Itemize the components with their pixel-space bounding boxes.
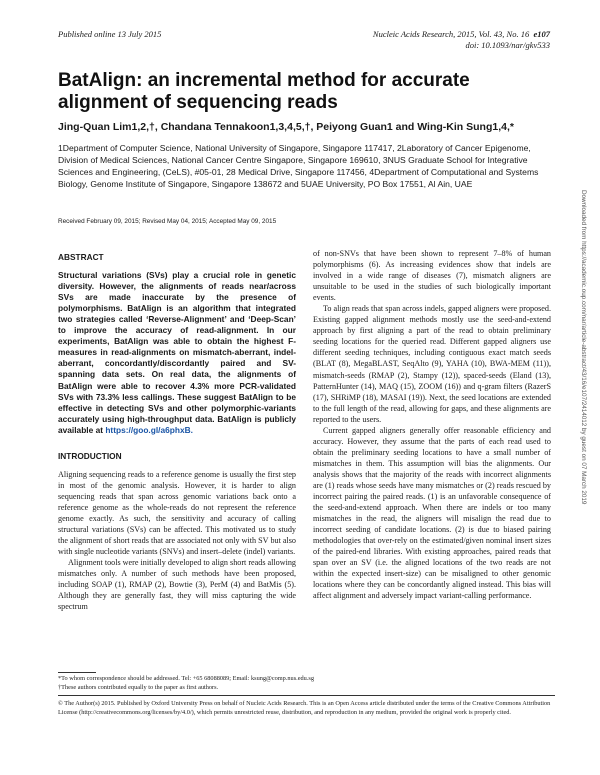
article-title: BatAlign: an incremental method for accurate alignment of sequencing reads [58, 70, 470, 113]
journal-citation: Nucleic Acids Research, 2015, Vol. 43, No. 16 [372, 29, 530, 39]
published-date: Published online 13 July 2015 [58, 29, 162, 39]
right-column [313, 248, 551, 602]
copyright-divider [58, 695, 555, 696]
author-list: Jing-Quan Lim1,2,†, Chandana Tennakoon1,3,4,5,†, Peiyong Guan1 and Wing-Kin Sung1,4,* [58, 121, 514, 133]
right-paragraph-1: of non-SNVs that have been shown to represent 7–8% of human polymorphisms (6). As increasing evidences show that indels are involved in a wide range of diseases (7), mismatch aligners are unsuitable to be used in the studies of such biologically important events. [313, 249, 551, 303]
right-paragraph-3: Current gapped aligners generally offer reasonable efficiency and accuracy. However, they assume that the parts of each read used to obtain the preliminary seeding locations to have a small number of mismatches in them. This assumption will bias the alignments. Our analysis shows that the majority of the reads with incorrect alignments are (1) reads whose seeds have many mismatches or (2) reads rescued by incorrect pairing the paired reads. (1) is an unfavorable consequence of the seed-and-extend approach. When there are indels or too many mismatches in the read, the aligners will misalign the read due to incorrect seeding of candidate locations. (2) is due to biased pairing methodologies that over-rely on the estimated/given nominal insert sizes of the paired-end libraries. With existing approaches, paired reads that span over an SV (i.e. the aligned locations of the two reads are not within the expected insert-size) can be misaligned to other genomic locations where they can be concordantly aligned instead. This bias will affect alignment and adversely impact variant-calling performance. [313, 425, 551, 601]
article-id: e107 [533, 29, 550, 39]
abstract-url-link[interactable]: https://goo.gl/a6phxB. [105, 424, 193, 435]
introduction-heading: INTRODUCTION [58, 450, 122, 461]
footnotes [58, 674, 558, 692]
abstract-body [58, 270, 296, 436]
doi[interactable]: doi: 10.1093/nar/gkv533 [465, 40, 550, 50]
intro-paragraph-1: Aligning sequencing reads to a reference genome is usually the first step in most of the genomic analysis. However, it is harder to align sequencing reads that span across genomic variations back onto a reference genome as the whole-reads do not represent the reference genome exactly. As such, the sensitivity and accuracy of calling structural variations (SVs) can be affected. This motivated us to study the alignment of short reads that are associated not only with SV but also with single nucleotide variants (SNVs) and insert–delete (indel) variants. [58, 469, 296, 557]
footnote-equal-contribution: †These authors contributed equally to the paper as first authors. [58, 684, 219, 691]
received-dates: Received February 09, 2015; Revised May 04, 2015; Accepted May 09, 2015 [58, 218, 277, 225]
left-column [58, 252, 296, 612]
copyright-notice: © The Author(s) 2015. Published by Oxford University Press on behalf of Nucleic Acids Research. This is an Open Access article distributed under the terms of the Creative Commons Attribution License (http://creativecommons.org/licenses/by/4.0/), which permits unrestricted reuse, distribution, and reproduction in any medium, provided the original work is properly cited. [58, 700, 551, 716]
footnote-correspondence: *To whom correspondence should be addressed. Tel: +65 68088089; Email: ksung@comp.nus.edu.sg [58, 675, 314, 682]
abstract-text: Structural variations (SVs) play a crucial role in genetic diversity. However, the alignments of reads near/across SVs are made inaccurate by the presence of polymorphisms. BatAlign is an algorithm that integrated two strategies called ‘Reverse-Alignment’ and ‘Deep-Scan’ to improve the accuracy of read-alignment. In our experiments, BatAlign was able to obtain the highest F-measures in read-alignments on mismatch-aberrant, indel-aberrant, concordantly/discordantly paired and SV-spanning data sets. On real data, the alignments of BatAlign were able to recover 4.3% more PCR-validated SVs with 73.3% less callings. These suggest BatAlign to be effective in detecting SVs and other polymorphic-variants accurately using high-throughput data. BatAlign is publicly available at [58, 270, 296, 435]
journal-header [373, 29, 550, 51]
footnote-divider [58, 672, 96, 673]
affiliations: 1Department of Computer Science, National University of Singapore, Singapore 117417, 2Laboratory of Cancer Epigenome, Division of Medical Sciences, National Cancer Centre Singapore, Singapore 169610, 3NUS Graduate School for Integrative Sciences and Engineering, (CeLS), #05-01, 28 Medical Drive, Singapore 117456, 4Department of Computational and Systems Biology, Genome Institute of Singapore, Singapore 138672 and 5UAE University, PO Box 17551, Al Ain, UAE [58, 143, 539, 189]
right-paragraph-2: To align reads that span across indels, gapped aligners were proposed. Existing gapped alignment methods mostly use the seed-and-extend approach by first aligning a part of the read to obtain preliminary seeding locations for the queried read. Different gapped aligners use different seeding techniques, including contiguous exact match seeds (BLAT (8), MegaBLAST, SeqAlto (9), YAHA (10), BWA-MEM (11)), mismatch-seeds (RMAP (2), Stampy (12)), spaced-seeds (Eland (13), PatternHunter (14), MAQ (15), ZOOM (16)) and q-gram filters (RazerS (17), SHRiMP (18), MASAI (19)). Next, the seed locations are extended to the full length of the read, allowing for gaps, and these alignments are reported to the users. [313, 304, 551, 424]
intro-paragraph-2: Alignment tools were initially developed to align short reads allowing mismatches only. A number of such methods have been proposed, including SOAP (1), RMAP (2), Bowtie (3), PerM (4) and BatMis (5). Although they are generally fast, they will miss capturing the wide spectrum [58, 558, 296, 612]
download-watermark: Downloaded from https://academic.oup.com/nar/article-abstract/43/16/e107/2414012 by guest on 07 March 2019 [580, 190, 587, 505]
abstract-heading: ABSTRACT [58, 252, 104, 262]
